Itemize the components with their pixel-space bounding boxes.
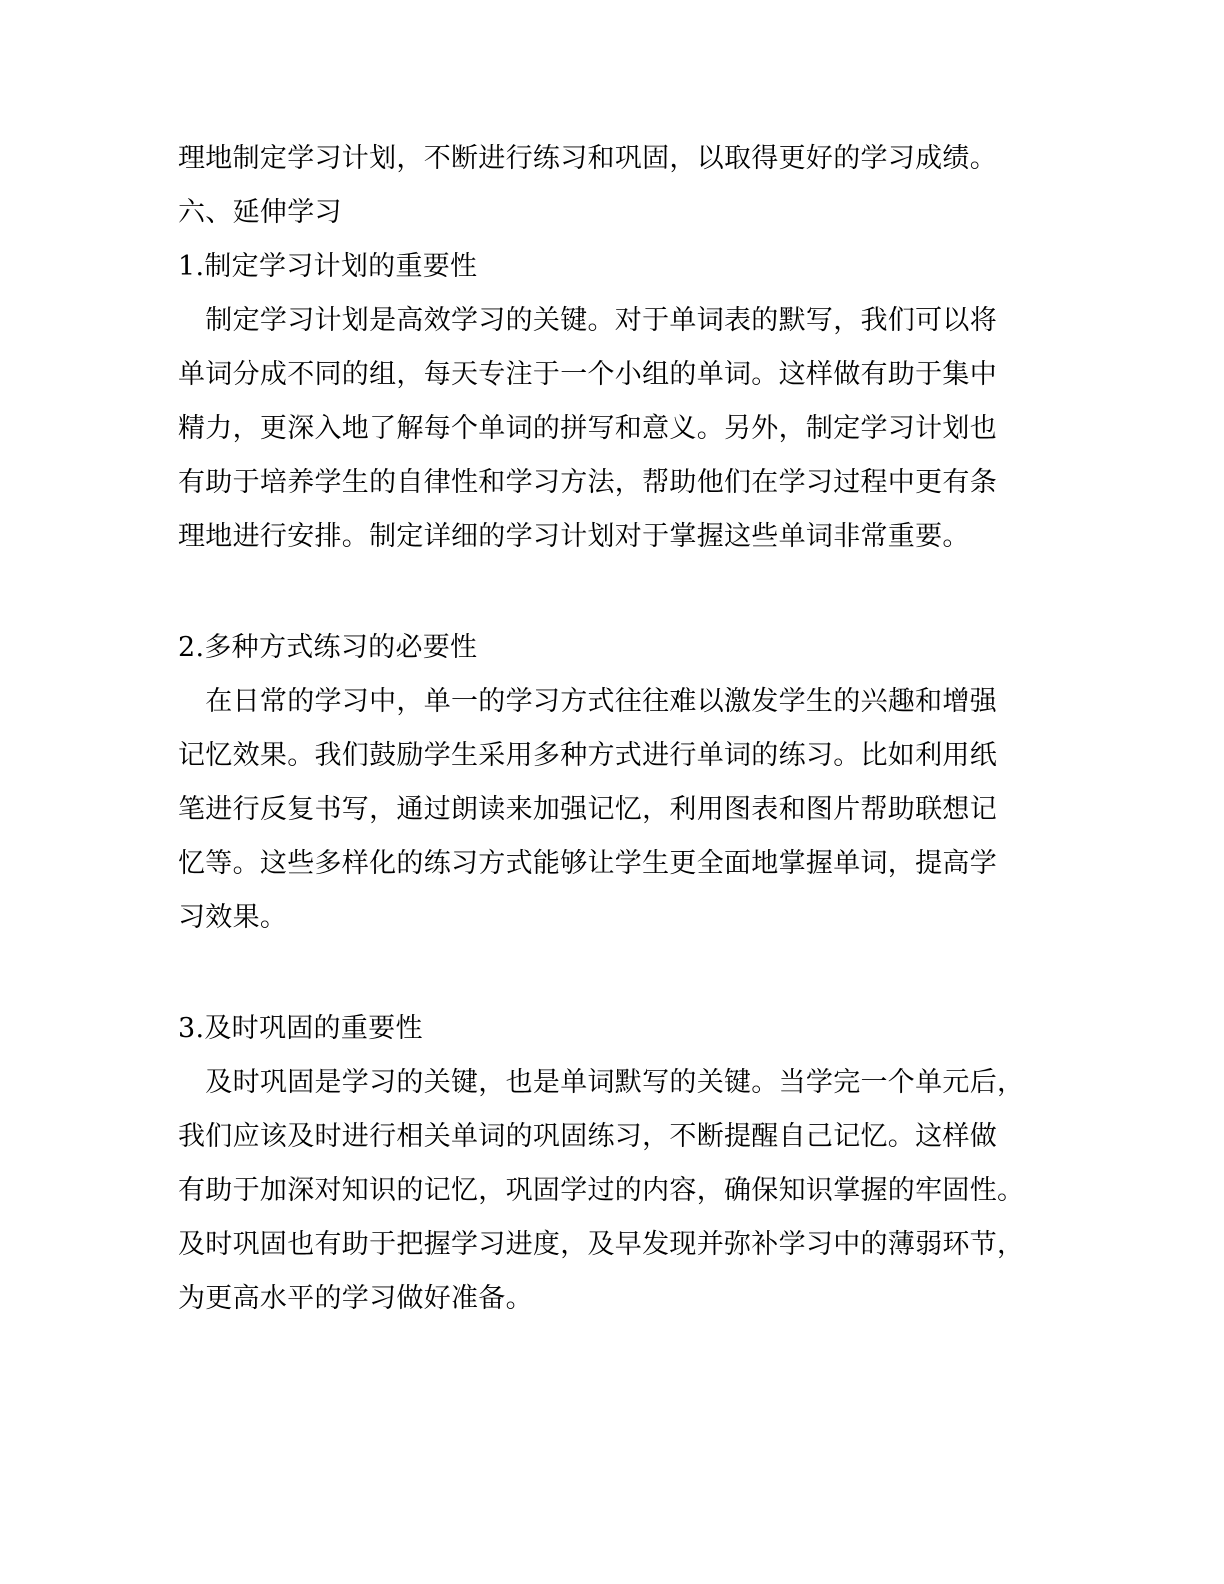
paragraph-line: 有助于培养学生的自律性和学习方法，帮助他们在学习过程中更有条 [178,467,997,498]
paragraph-line: 我们应该及时进行相关单词的巩固练习，不断提醒自己记忆。这样做 [178,1121,997,1152]
paragraph-line: 记忆效果。我们鼓励学生采用多种方式进行单词的练习。比如利用纸 [178,740,997,771]
paragraph-line: 单词分成不同的组，每天专注于一个小组的单词。这样做有助于集中 [178,359,997,390]
paragraph-line: 笔进行反复书写，通过朗读来加强记忆，利用图表和图片帮助联想记 [178,794,997,825]
intro-line: 理地制定学习计划，不断进行练习和巩固，以取得更好的学习成绩。 [178,143,997,174]
paragraph-line: 精力，更深入地了解每个单词的拼写和意义。另外，制定学习计划也 [178,413,997,444]
paragraph-line: 制定学习计划是高效学习的关键。对于单词表的默写，我们可以将 [178,305,997,336]
subsection-heading: 1.制定学习计划的重要性 [178,251,478,282]
paragraph-line: 忆等。这些多样化的练习方式能够让学生更全面地掌握单词，提高学 [178,848,997,879]
section-heading: 六、延伸学习 [178,197,342,228]
subsection-heading: 2.多种方式练习的必要性 [178,632,478,663]
paragraph-line: 习效果。 [178,902,288,933]
paragraph-line: 理地进行安排。制定详细的学习计划对于掌握这些单词非常重要。 [178,521,970,552]
paragraph-line: 有助于加深对知识的记忆，巩固学过的内容，确保知识掌握的牢固性。 [178,1175,1025,1206]
subsection-heading: 3.及时巩固的重要性 [178,1013,423,1044]
paragraph-line: 及时巩固也有助于把握学习进度，及早发现并弥补学习中的薄弱环节， [178,1229,1025,1260]
paragraph-line: 及时巩固是学习的关键，也是单词默写的关键。当学完一个单元后， [178,1067,1025,1098]
paragraph-line: 为更高水平的学习做好准备。 [178,1283,533,1314]
paragraph-line: 在日常的学习中，单一的学习方式往往难以激发学生的兴趣和增强 [178,686,997,717]
